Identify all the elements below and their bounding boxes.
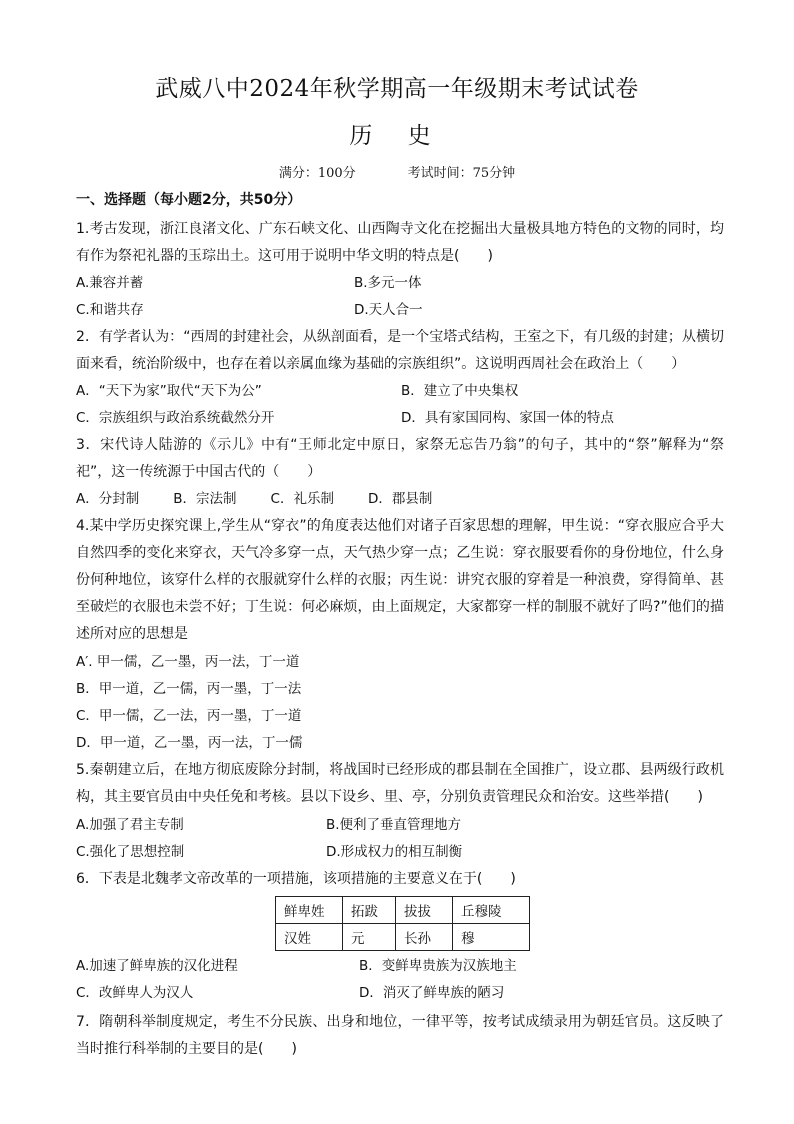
surname-table	[275, 896, 530, 951]
q6-option-a: A.加速了鲜卑族的汉化进程	[76, 958, 238, 974]
q2-option-b: B．建立了中央集权	[401, 383, 519, 399]
subject-title: 历 史	[349, 123, 445, 149]
q5-option-d: D.形成权力的相互制衡	[326, 844, 463, 860]
q5-option-c: C.强化了思想控制	[76, 844, 185, 860]
table-cell: 拔拔	[396, 897, 453, 924]
q2-option-a: A．“天下为家”取代“天下为公”	[76, 383, 262, 399]
q5-option-a: A.加强了君主专制	[76, 817, 184, 833]
table-cell: 元	[343, 924, 396, 951]
q1-option-c: C.和谐共存	[76, 302, 144, 318]
exam-time: 考试时间：75分钟	[407, 166, 516, 181]
table-row	[276, 924, 530, 951]
table-cell: 丘穆陵	[453, 897, 530, 924]
q2-option-c: C．宗族组织与政治系统截然分开	[76, 410, 275, 426]
q3-option-d: D．郡县制	[367, 491, 433, 507]
q6-option-d: D．消灭了鲜卑族的陋习	[359, 985, 505, 1001]
q3-options	[76, 486, 466, 513]
q3-option-c: C．礼乐制	[270, 491, 334, 507]
full-score: 满分：100分	[278, 166, 356, 181]
q6-option-c: C．改鲜卑人为汉人	[76, 985, 194, 1001]
q1-option-d: D.天人合一	[354, 302, 423, 318]
q3-option-a: A．分封制	[76, 491, 140, 507]
q5-option-b: B.便利了垂直管理地方	[326, 817, 462, 833]
question-7-stem: 7．隋朝科举制度规定，考生不分民族、出身和地位，一律平等，按考试成绩录用为朝廷官员。这反映了当时推行科举制的主要目的是( )	[76, 1014, 724, 1057]
table-row	[276, 897, 530, 924]
q3-option-b: B．宗法制	[173, 491, 237, 507]
q6-option-b: B．变鲜卑贵族为汉族地主	[359, 958, 517, 974]
q4-option-b: B．甲一道，乙一儒，丙一墨，丁一法	[76, 681, 302, 697]
question-4-stem: 4.某中学历史探究课上,学生从“穿衣”的角度表达他们对诸子百家思想的理解，甲生说：“穿衣服应合乎大自然四季的变化来穿衣，天气冷多穿一点，天气热少穿一点；乙生说：穿衣服要看你的身份地位，什么身份何种地位，该穿什么样的衣服就穿什么样的衣服；丙生说：讲究衣服的穿着是一种浪费，穿得简单、甚至破烂的衣服也未尝不好；丁生说：何必麻烦，由上面规定，大家都穿一样的制服不就好了吗?”他们的描述所对应的思想是	[76, 518, 724, 642]
question-6-stem: 6．下表是北魏孝文帝改革的一项措施，该项措施的主要意义在于( )	[76, 871, 516, 887]
table-cell: 汉姓	[276, 924, 343, 951]
question-2-stem: 2．有学者认为：“西周的封建社会，从纵剖面看，是一个宝塔式结构，王室之下，有几级的封建；从横切面来看，统治阶级中，也存在着以亲属血缘为基础的宗族组织”。这说明西周社会在政治上（ ）	[76, 329, 724, 372]
table-cell: 穆	[453, 924, 530, 951]
exam-meta	[0, 162, 794, 181]
question-5-stem: 5.秦朝建立后，在地方彻底废除分封制，将战国时已经形成的郡县制在全国推广，设立郡、县两级行政机构，其主要官员由中央任免和考核。县以下设乡、里、亭，分别负责管理民众和治安。这些举措( )	[76, 762, 724, 805]
question-1-stem: 1.考古发现，浙江良渚文化、广东石峡文化、山西陶寺文化在挖掘出大量极具地方特色的文物的同时，均有作为祭祀礼器的玉琮出土。这可用于说明中华文明的特点是( )	[76, 221, 724, 264]
q1-option-a: A.兼容并蓄	[76, 275, 144, 291]
table-cell: 长孙	[396, 924, 453, 951]
q4-option-a: A′. 甲一儒，乙一墨，丙一法，丁一道	[76, 654, 300, 670]
table-cell: 鲜卑姓	[276, 897, 343, 924]
q1-option-b: B.多元一体	[354, 275, 422, 291]
exam-title: 武威八中2024年秋学期高一年级期末考试试卷	[155, 76, 639, 102]
table-cell: 拓跋	[343, 897, 396, 924]
q4-option-c: C．甲一儒，乙一法，丙一墨，丁一道	[76, 708, 302, 724]
section-heading: 一、选择题（每小题2分，共50分）	[76, 192, 302, 208]
q4-option-d: D．甲一道，乙一墨，丙一法，丁一儒	[76, 735, 303, 751]
question-3-stem: 3．宋代诗人陆游的《示儿》中有“王师北定中原日，家祭无忘告乃翁”的句子，其中的“祭”解释为“祭祀”，这一传统源于中国古代的（ ）	[76, 437, 724, 480]
q2-option-d: D．具有家国同构、家国一体的特点	[401, 410, 614, 426]
